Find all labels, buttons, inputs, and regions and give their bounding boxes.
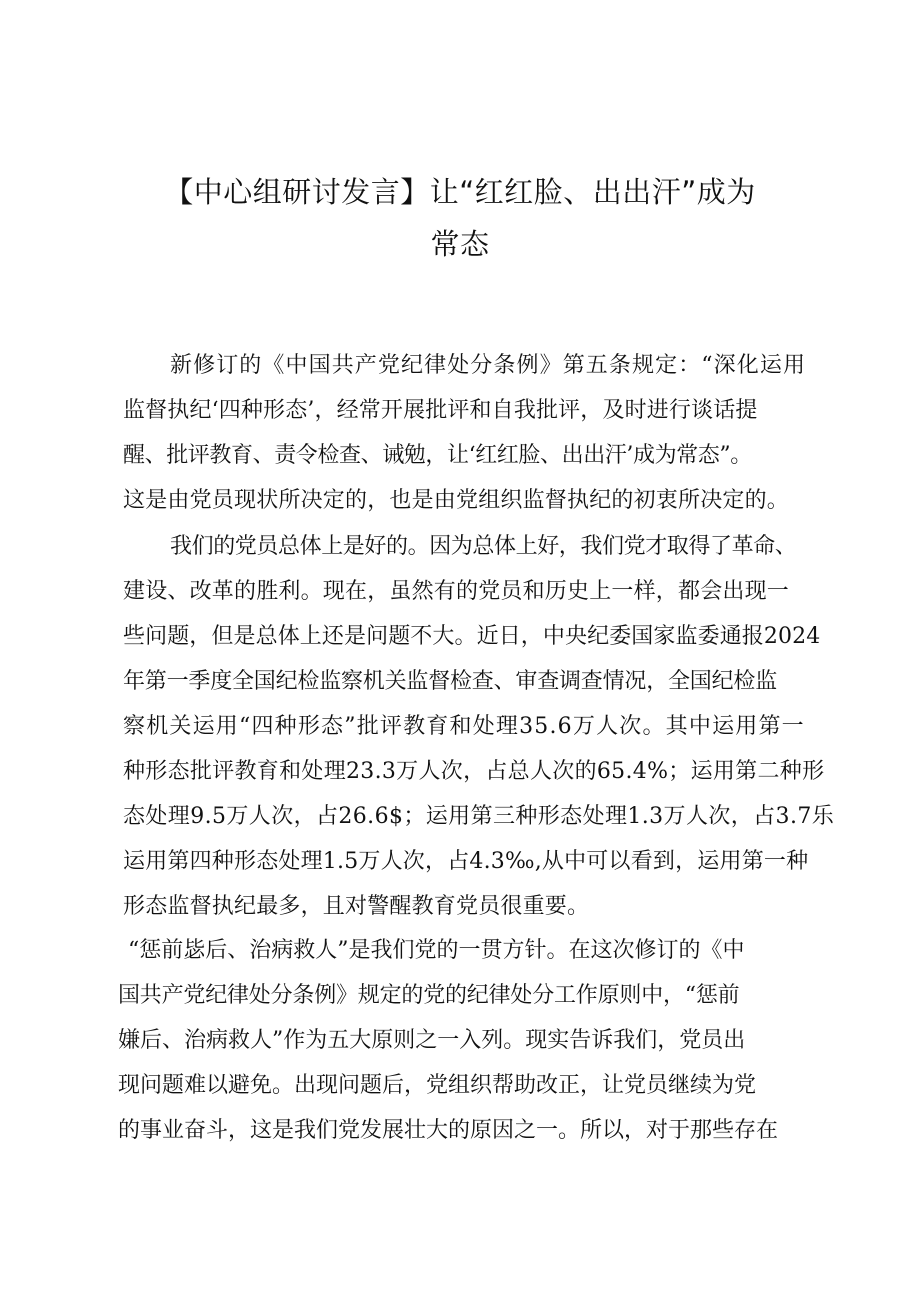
body-line: 醒、批评教育、责令检查、诫勉，让‘红红脸、出出汗’成为常态”。 — [123, 443, 752, 468]
body-line: 这是由党员现状所决定的，也是由党组织监督执纪的初衷所决定的。 — [123, 488, 790, 513]
document-title-line-1: 【中心组研讨发言】让“红红脸、出出汗”成为 — [164, 175, 756, 209]
body-line: 态处理9.5万人次，占26.6$；运用第三种形态处理1.3万人次，占3.7乐 — [123, 804, 835, 829]
body-line: 嫌后、治病救人”作为五大原则之一入列。现实告诉我们，党员出 — [118, 1028, 746, 1053]
body-line: “惩前毖后、治病救人”是我们党的一贯方针。在这次修订的《中 — [128, 938, 745, 963]
body-line: 我们的党员总体上是好的。因为总体上好，我们党才取得了革命、 — [170, 534, 797, 559]
body-line: 察机关运用“四种形态”批评教育和处理35.6万人次。其中运用第一 — [123, 714, 805, 739]
body-line: 监督执纪‘四种形态’，经常开展批评和自我批评，及时进行谈话提 — [123, 398, 758, 423]
body-line: 国共产党纪律处分条例》规定的党的纪律处分工作原则中，“惩前 — [118, 983, 740, 1008]
body-line: 形态监督执纪最多，且对警醒教育党员很重要。 — [123, 894, 590, 919]
body-line: 年第一季度全国纪检监察机关监督检查、审查调查情况，全国纪检监 — [123, 669, 778, 694]
body-line: 的事业奋斗，这是我们党发展壮大的原因之一。所以，对于那些存在 — [118, 1118, 779, 1143]
body-line: 些问题，但是总体上还是问题不大。近日，中央纪委国家监委通报2024 — [123, 624, 821, 649]
body-line: 建设、改革的胜利。现在，虽然有的党员和历史上一样，都会出现一 — [123, 579, 790, 604]
body-line: 种形态批评教育和处理23.3万人次，占总人次的65.4%；运用第二种形 — [123, 759, 825, 784]
document-title-line-2: 常态 — [430, 227, 490, 261]
body-line: 现问题难以避免。出现问题后，党组织帮助改正，让党员继续为党 — [118, 1073, 757, 1098]
body-line: 运用第四种形态处理1.5万人次，占4.3‰,从中可以看到，运用第一种 — [123, 849, 809, 874]
body-line: 新修订的《中国共产党纪律处分条例》第五条规定：“深化运用 — [170, 353, 807, 378]
